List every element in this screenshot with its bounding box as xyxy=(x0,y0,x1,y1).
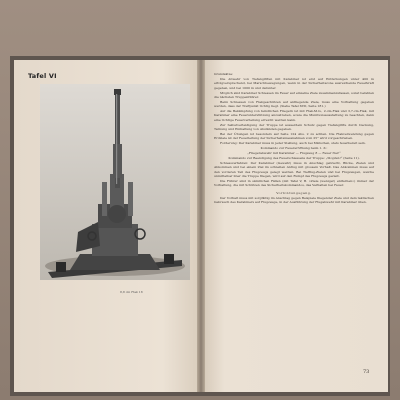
plate-caption: 8,8 cm Flak 18 xyxy=(120,290,143,294)
paragraph: Beim Schiessen von Flakgeschützen auf anfliegende Ziele, muss eine Vorhaltung gegeben werden, dass der Treffpunkt richtig liegt. (Siehe Tafel XVII, Seite 181.) xyxy=(214,99,374,109)
paragraph: Schiessverfahren: Der Karabiner (Gewehr) muss in Anschlag gebracht, Blicke, Zielen und Abkommen und bei einem Ziel im schnellen Anflug mit grossem Vorhalt. Das Abkommen muss auf den vorderen Teil des Flugzeugs gelegt werden. Bei Tiefflug-Zielen und bei Flugzeugen, welche unmittelbar über die Truppe fliegen, wird auf den Rumpf des Flugzeugs gezielt. xyxy=(214,161,374,179)
command-line: „Fliegerabwehr mit Karabiner — Flugzeug 8 — Feuer frei!“ xyxy=(247,151,341,156)
right-page-text xyxy=(214,72,374,205)
paragraph: Forderung: Der Karabiner muss in jeder Stellung, auch bei Märschen, stets feuerbereit sein. xyxy=(220,141,366,146)
paragraph: Möglich sind Karabiner Schiessen im Feuer auf einzelne Ziele zusammenzufassen, sonst befehlen die nächsten Truppenführer. xyxy=(214,90,374,99)
gun-photograph xyxy=(40,84,190,280)
paragraph: Die Führer sind in sämtlichen Fällen (mit Tafel V, B. »Ziele (weniger) entfernen«) immer der Vorhaltung, die mit Schützen des Sicherheitskommandos, das Verhalten bei Feuer. xyxy=(214,179,374,188)
command-line: Kommando zur Feuereröffnung beim 1. Z.: xyxy=(260,146,328,151)
paragraph: Die Abwehr von Tiefangriffen mit Karabiner ist erst auf Entfernungen unter 400 m erfolgversprechend, bei Marschbewegungen, wenn in der Sicherheitszone ausreichende Feuerkraft gegeben, und bei 1000 m und darunter. xyxy=(214,76,374,90)
paragraph: Grundsätze: xyxy=(214,72,234,76)
paragraph: Der Vorhalt muss mit sorgfältig im Anschlag gegen Beispiele fliegender Ziele und dem taktischen Gebrauch des Karabiners auf Flugzeuge, in der Ausführung der Flugabwehr mit Karabiner üben. xyxy=(214,195,374,204)
plate-label: Tafel VI xyxy=(28,72,57,80)
anti-aircraft-gun-illustration xyxy=(40,84,190,280)
page-number: 73 xyxy=(363,369,370,375)
paragraph: Auf die Bekämpfung von feindlichen Fliegern ist mit Flak-M.G., 2-cm-Flak und 3,7-cm-Flak, mit Karabiner eine Feuerunterstützung anzustreben, sowie die Munitionsausstattung zu beachten, dann eine richtige Feuerverteilung erreicht werden kann. xyxy=(214,109,374,122)
paragraph: Bei der Übungen ist besonders auf Seite 124 Abs. 2 zu achten. Die Flakverwendung gegen Erdziele ist der Feuerleitung der Sicherheitsmassnahmen vom 25° wird vorgeschrieben. xyxy=(214,132,374,141)
command-line: Kommando zur Beendigung des Feuerschiessens der Truppe: „Stopfen!“ (Seite 11). xyxy=(228,156,360,161)
book-gutter xyxy=(197,60,205,392)
paragraph: Zur Selbstverteidigung der Truppe ist ausserdem Schutz gegen Tiefangriffe durch Deckung, Tarnung und Einhaltung von Abständen gegeben. xyxy=(214,122,374,132)
section-heading: Vorbildungsgang. xyxy=(276,190,312,195)
